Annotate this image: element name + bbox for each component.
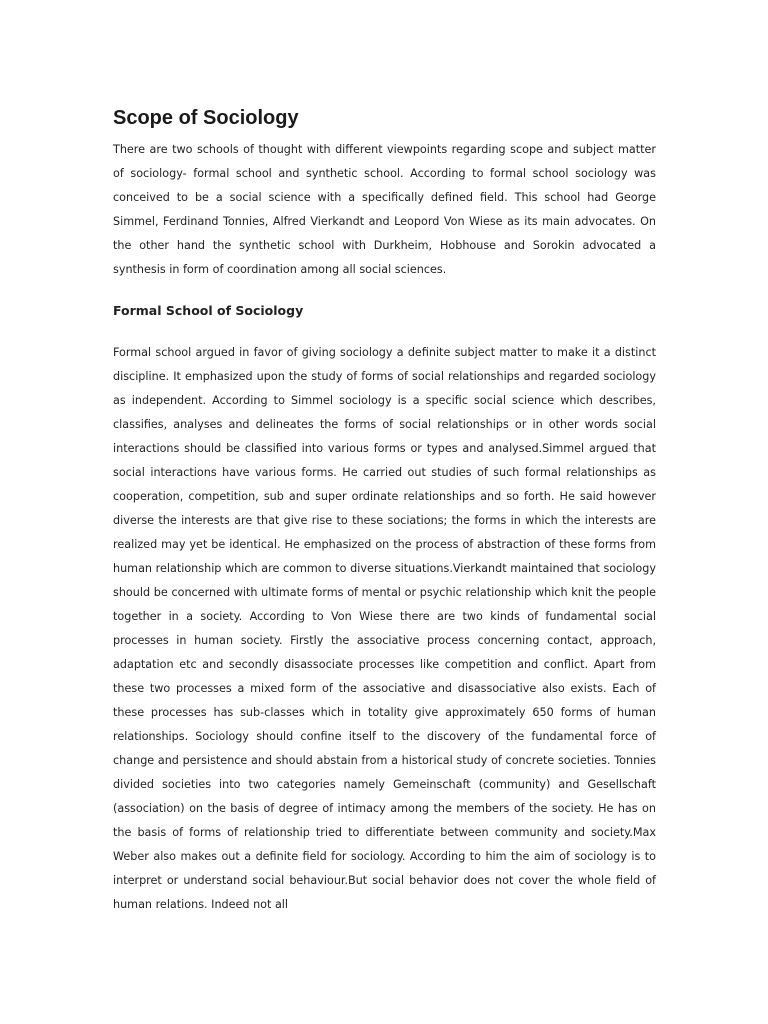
document-page (113, 104, 656, 917)
intro-paragraph: There are two schools of thought with different viewpoints regarding scope and subject matter of sociology- formal school and synthetic school. According to formal school sociology was conceived to be a social science with a specifically defined field. This school had George Simmel, Ferdinand Tonnies, Alfred Vierkandt and Leopord Von Wiese as its main advocates. On the other hand the synthetic school with Durkheim, Hobhouse and Sorokin advocated a synthesis in form of coordination among all social sciences. (113, 143, 656, 276)
section-paragraph: Formal school argued in favor of giving sociology a definite subject matter to make it a distinct discipline. It emphasized upon the study of forms of social relationships and regarded sociology as independent. According to Simmel sociology is a specific social science which describes, classifies, analyses and delineates the forms of social relationships or in other words social interactions should be classified into various forms or types and analysed.Simmel argued that social interactions have various forms. He carried out studies of such formal relationships as cooperation, competition, sub and super ordinate relationships and so forth. He said however diverse the interests are that give rise to these sociations; the forms in which the interests are realized may yet be identical. He emphasized on the process of abstraction of these forms from human relationship which are common to diverse situations.Vierkandt maintained that sociology should be concerned with ultimate forms of mental or psychic relationship which knit the people together in a society. According to Von Wiese there are two kinds of fundamental social processes in human society. Firstly the associative process concerning contact, approach, adaptation etc and secondly disassociate processes like competition and conflict. Apart from these two processes a mixed form of the associative and disassociative also exists. Each of these processes has sub-classes which in totality give approximately 650 forms of human relationships. Sociology should confine itself to the discovery of the fundamental force of change and persistence and should abstain from a historical study of concrete societies. Tonnies divided societies into two categories namely Gemeinschaft (community) and Gesellschaft (association) on the basis of degree of intimacy among the members of the society. He has on the basis of forms of relationship tried to differentiate between community and society.Max Weber also makes out a definite field for sociology. According to him the aim of sociology is to interpret or understand social behaviour.But social behavior does not cover the whole field of human relations. Indeed not all (113, 346, 656, 911)
section-heading: Formal School of Sociology (113, 303, 304, 318)
document-title: Scope of Sociology (113, 107, 299, 129)
